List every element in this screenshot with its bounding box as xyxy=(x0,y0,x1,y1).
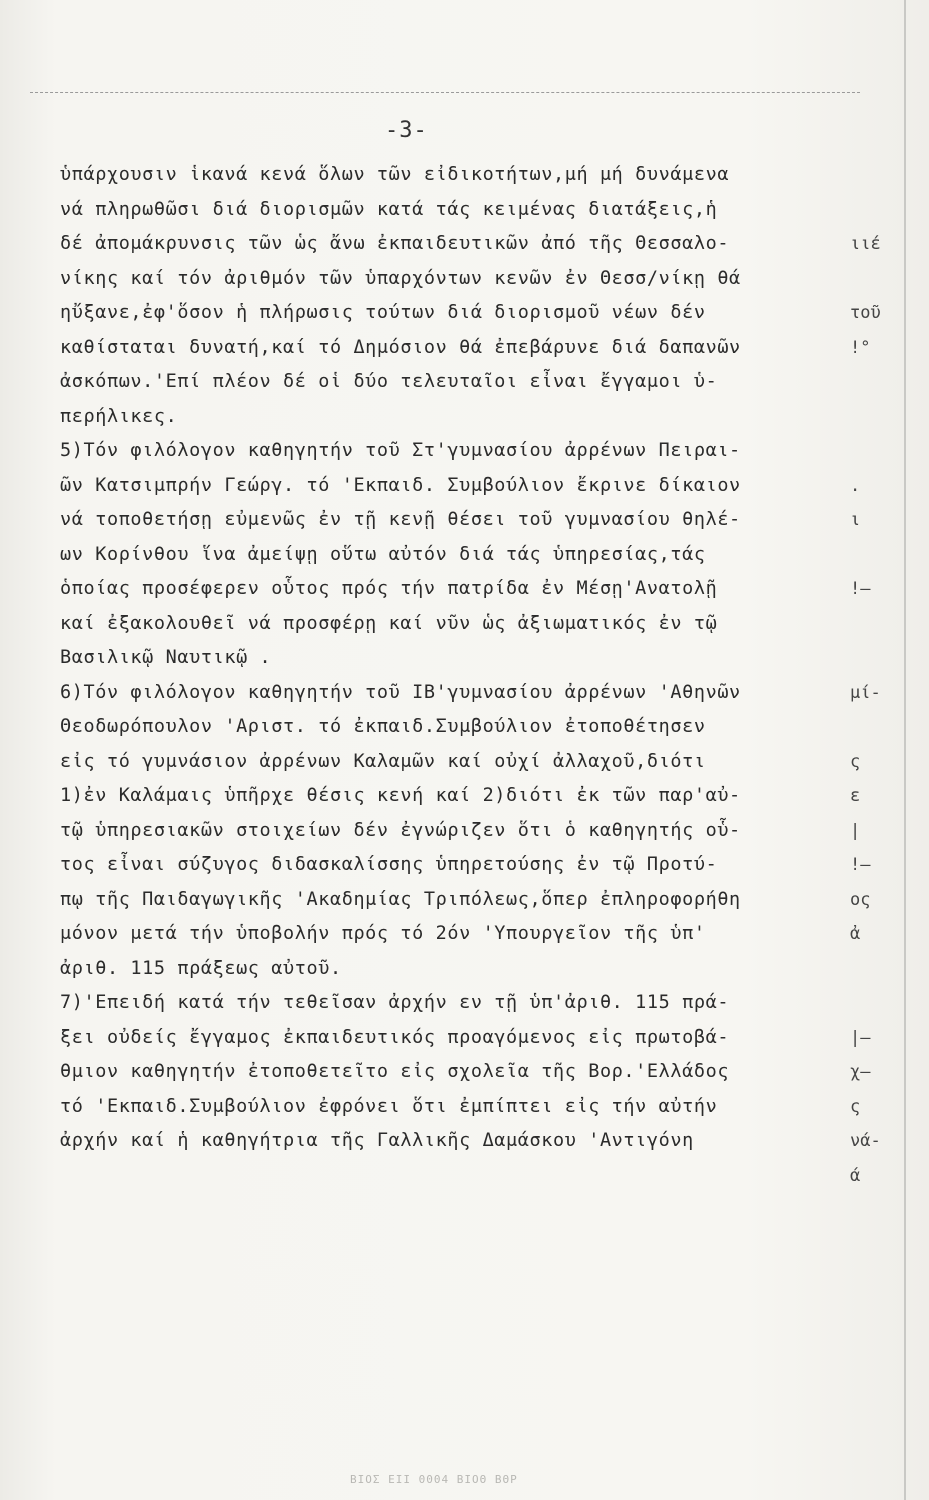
margin-fragment xyxy=(850,365,900,400)
text-line: νά πληρωθῶσι διά διορισμῶν κατά τάς κειμένας διατάξεις,ἡ xyxy=(60,198,718,220)
text-line: θμιον καθηγητήν ἐτοποθετεῖτο εἰς σχολεῖα τῆς Βορ.'Ελλάδος xyxy=(60,1061,730,1082)
text-line: καί ἐξακολουθεῖ νά προσφέρῃ καί νῦν ὡς ἀξιωματικός ἐν τῷ xyxy=(60,612,718,634)
footer-ghost-text: ΒΙΟΣ ΕΙΙ 0004 ΒΙΟΘ ΒΘΡ xyxy=(350,1473,518,1486)
margin-fragment xyxy=(850,193,900,228)
margin-fragment: ε xyxy=(850,786,861,806)
margin-fragment: νά- xyxy=(850,1131,881,1151)
text-line: νά τοποθετήσῃ εὐμενῶς ἐν τῇ κενῇ θέσει τοῦ γυμνασίου θηλέ- xyxy=(60,509,741,530)
text-line: νίκης καί τόν ἀριθμόν τῶν ὑπαρχόντων κενῶν ἐν Θεσσ/νίκῃ θά xyxy=(60,267,741,289)
text-line: 6)Τόν φιλόλογον καθηγητήν τοῦ ΙΒ'γυμνασίου ἀρρένων 'Αθηνῶν xyxy=(60,681,741,703)
text-line: ἀσκόπων.'Επί πλέον δέ οἱ δύο τελευταῖοι εἶναι ἔγγαμοι ὑ- xyxy=(60,371,718,392)
margin-fragment: ι xyxy=(850,510,861,530)
text-line: ξει οὐδείς ἔγγαμος ἐκπαιδευτικός προαγόμενος εἰς πρωτοβά- xyxy=(60,1026,730,1048)
text-line: ἀρχήν καί ἡ καθηγήτρια τῆς Γαλλικῆς Δαμάσκου 'Αντιγόνη xyxy=(60,1130,694,1151)
margin-fragment xyxy=(850,400,900,435)
text-line: Βασιλικῷ Ναυτικῷ . xyxy=(60,647,272,668)
margin-fragment xyxy=(850,607,900,642)
text-line: ηὔξανε,ἐφ'ὅσον ἡ πλήρωσις τούτων διά διορισμοῦ νέων δέν xyxy=(60,302,706,323)
margin-fragment xyxy=(850,952,900,987)
margin-fragment xyxy=(850,710,900,745)
margin-fragment: ιιέ xyxy=(850,234,881,254)
margin-fragment xyxy=(850,641,900,676)
text-line: εἰς τό γυμνάσιον ἀρρένων Καλαμῶν καί οὐχί ἀλλαχοῦ,διότι xyxy=(60,750,706,772)
margin-fragment: χ– xyxy=(850,1062,871,1082)
text-line: 7)'Επειδή κατά τήν τεθεῖσαν ἀρχήν εν τῇ ὑπ'ἀριθ. 115 πρά- xyxy=(60,992,730,1013)
margin-fragment: ἀ xyxy=(850,924,861,944)
text-line: τό 'Εκπαιδ.Συμβούλιον ἐφρόνει ὅτι ἐμπίπτει εἰς τήν αὐτήν xyxy=(60,1095,718,1117)
top-dashed-rule xyxy=(30,92,860,93)
text-line: καθίσταται δυνατή,καί τό Δημόσιον θά ἐπεβάρυνε διά δαπανῶν xyxy=(60,336,741,358)
margin-fragment xyxy=(850,262,900,297)
margin-fragment xyxy=(850,158,900,193)
text-line: τος εἶναι σύζυγος διδασκαλίσσης ὑπηρετούσης ἐν τῷ Προτύ- xyxy=(60,854,718,875)
margin-fragment xyxy=(850,986,900,1021)
text-line: 1)ἐν Καλάμαις ὑπῆρχε θέσις κενή καί 2)διότι ἐκ τῶν παρ'αὐ- xyxy=(60,785,741,806)
margin-fragment: !– xyxy=(850,579,871,599)
margin-fragment: μί- xyxy=(850,682,881,703)
page-edge-line xyxy=(904,0,906,1500)
margin-fragment: !° xyxy=(850,337,871,358)
text-line: ὁποίας προσέφερεν οὗτος πρός τήν πατρίδα ἐν Μέσῃ'Ανατολῇ xyxy=(60,578,718,599)
text-line: περήλικες. xyxy=(60,405,178,427)
right-margin-fragments xyxy=(850,158,900,1193)
text-line: τῷ ὑπηρεσιακῶν στοιχείων δέν ἐγνώριζεν ὅτι ὁ καθηγητής οὗ- xyxy=(60,819,741,841)
text-line: 5)Τόν φιλόλογον καθηγητήν τοῦ Στ'γυμνασίου ἀρρένων Πειραι- xyxy=(60,440,741,461)
text-line: ων Κορίνθου ἵνα ἀμείψῃ οὕτω αὐτόν διά τάς ὑπηρεσίας,τάς xyxy=(60,543,706,565)
margin-fragment: ς xyxy=(850,1096,861,1117)
margin-fragment: | xyxy=(850,820,861,841)
text-line: μόνον μετά τήν ὑποβολήν πρός τό 2όν 'Υπουργεῖον τῆς ὑπ' xyxy=(60,923,706,944)
text-line: πῳ τῆς Παιδαγωγικῆς 'Ακαδημίας Τριπόλεως,ὅπερ ἐπληροφορήθη xyxy=(60,888,741,910)
margin-fragment: . xyxy=(850,475,861,496)
margin-fragment: τοῦ xyxy=(850,303,881,323)
typewritten-text-body xyxy=(60,158,840,1159)
text-line: δέ ἀπομάκρυνσις τῶν ὡς ἄνω ἐκπαιδευτικῶν ἀπό τῆς Θεσσαλο- xyxy=(60,233,730,254)
margin-fragment: ς xyxy=(850,751,861,772)
text-line: ῶν Κατσιμπρήν Γεώργ. τό 'Εκπαιδ. Συμβούλιον ἔκρινε δίκαιον xyxy=(60,474,741,496)
margin-fragment: |– xyxy=(850,1027,871,1048)
margin-fragment xyxy=(850,538,900,573)
margin-fragment: ά xyxy=(850,1165,861,1186)
text-line: ἀριθ. 115 πράξεως αὐτοῦ. xyxy=(60,957,342,979)
margin-fragment: !– xyxy=(850,855,871,875)
text-line: Θεοδωρόπουλον 'Αριστ. τό ἐκπαιδ.Συμβούλιον ἐτοποθέτησεν xyxy=(60,716,706,737)
margin-fragment xyxy=(850,434,900,469)
page-number: -3- xyxy=(385,118,428,143)
text-line: ὑπάρχουσιν ἱκανά κενά ὅλων τῶν εἰδικοτήτων,μή μή δυνάμενα xyxy=(60,164,730,185)
margin-fragment: ος xyxy=(850,889,871,910)
